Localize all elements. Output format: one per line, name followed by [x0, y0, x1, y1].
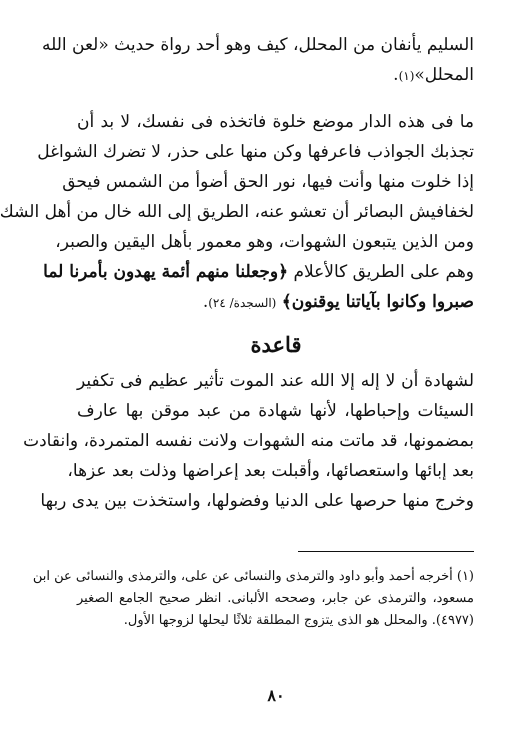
paragraph-line — [77, 60, 474, 90]
paragraph-line: إذا خلوت منها وأنت فيها، نور الحق أضوأ من الشمس فيحق — [62, 172, 474, 192]
paragraph-line — [43, 257, 474, 287]
paragraph-line: لخفافيش البصائر أن تعشو عنه، الطريق إلى الله خال من أهل الشك — [0, 202, 474, 222]
paragraph-line-text: المحلل» — [414, 65, 474, 85]
paragraph-line: تجذبك الجواذب فاعرفها وكن منها على حذر، لا تضرك الشواغل — [37, 142, 474, 162]
paragraph-line: السيئات وإحباطها، لأنها شهادة من عبد موقن بها عارف — [77, 401, 474, 421]
paragraph-line — [77, 287, 474, 317]
paragraph-path-to-god — [0, 107, 474, 317]
footnote-reference[interactable]: (١) — [398, 69, 415, 83]
quran-citation: (السجدة/ ٢٤) — [208, 296, 277, 310]
sentence-end: . — [202, 292, 209, 312]
sentence-end: . — [393, 65, 399, 85]
footnote-line: (٤٩٧٧). والمحلل هو الذى يتزوج المطلقة ثلاثًا ليحلها لزوجها الأول. — [123, 613, 474, 628]
page-number: ٨٠ — [267, 686, 285, 705]
quran-quote: ﴿وجعلنا منهم أئمة يهدون بأمرنا لما — [43, 262, 289, 282]
paragraph-line: لشهادة أن لا إله إلا الله عند الموت تأثير عظيم فى تكفير — [77, 371, 474, 391]
paragraph-hadith-end — [41, 30, 474, 90]
footnotes — [32, 566, 474, 632]
paragraph-line: بعد إبائها واستعصائها، وأقبلت بعد إعراضها وذلت بعد عزها، — [67, 461, 474, 481]
footnote-divider — [298, 551, 474, 552]
paragraph-line: السليم يأنفان من المحلل، كيف وهو أحد رواة حديث «لعن الله — [41, 35, 474, 55]
footnote-line: (١) أخرجه أحمد وأبو داود والترمذى والنسائى عن على، والترمذى والنسائى عن ابن — [32, 569, 474, 584]
footnote-line: مسعود، والترمذى عن جابر، وصححه الألبانى. انظر صحيح الجامع الصغير — [77, 591, 474, 606]
paragraph-line: بمضمونها، قد ماتت منه الشهوات ولانت نفسه المتمردة، وانقادت — [23, 431, 474, 451]
section-heading: قاعدة — [250, 332, 302, 357]
paragraph-line: ما فى هذه الدار موضع خلوة فاتخذه فى نفسك، لا بد أن — [77, 112, 474, 132]
paragraph-line: ومن الذين يتبعون الشهوات، وهو معمور بأهل اليقين والصبر، — [55, 232, 474, 252]
paragraph-line: وخرج منها حرصها على الدنيا وفضولها، واستخذت بين يدى ربها — [40, 491, 474, 511]
paragraph-line-text: وهم على الطريق كالأعلام — [293, 262, 474, 282]
paragraph-shahada — [23, 366, 474, 516]
quran-quote: صبروا وكانوا بآياتنا يوقنون﴾ — [281, 292, 474, 312]
